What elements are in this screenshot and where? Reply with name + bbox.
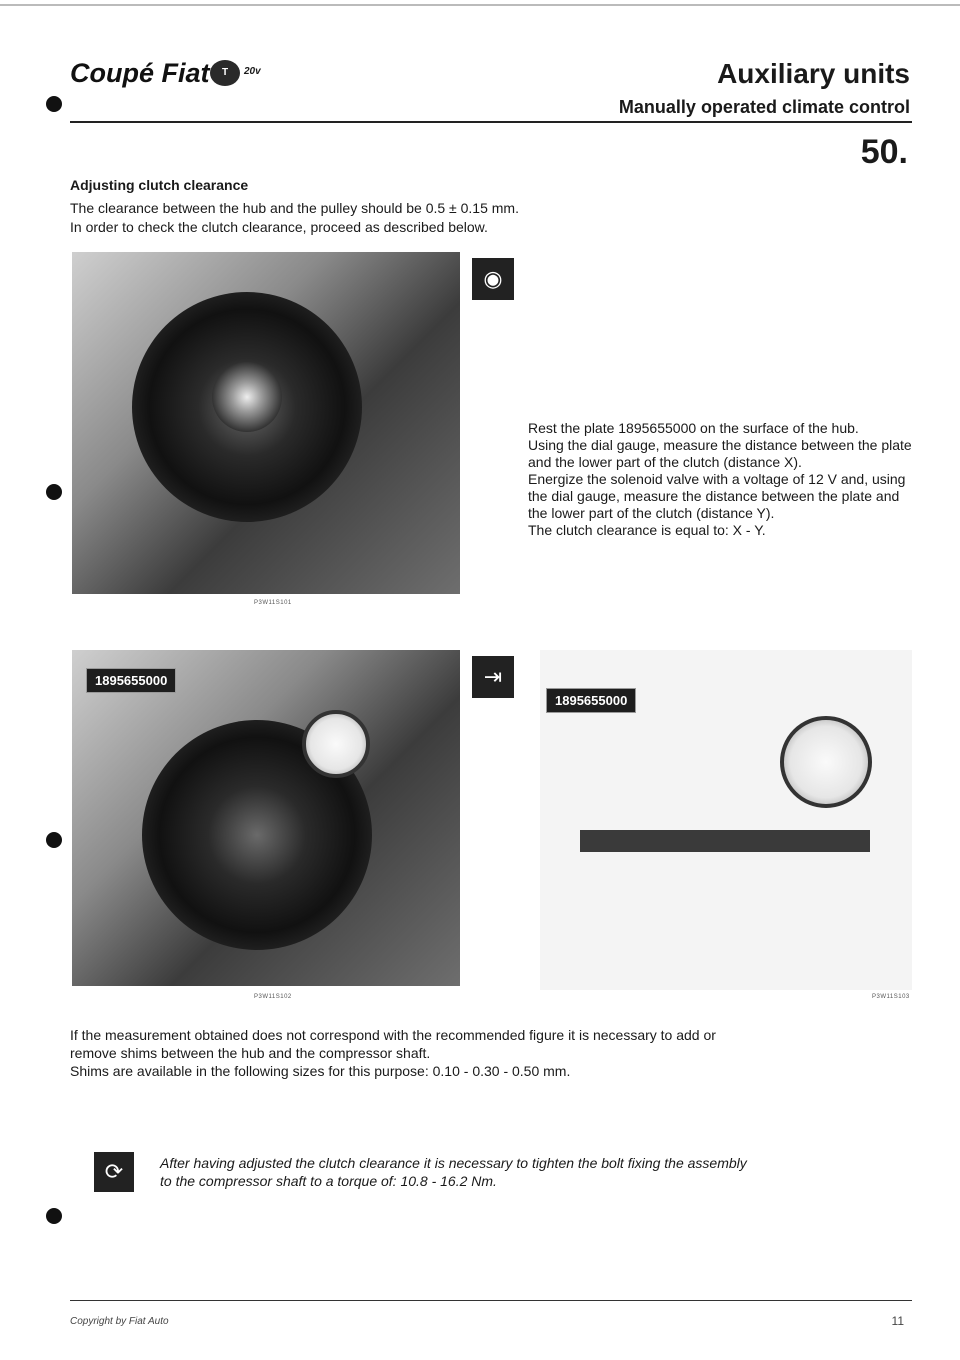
shim-paragraph <box>70 1026 930 1080</box>
photo-plate-dial <box>72 650 460 986</box>
intro-text <box>70 199 910 237</box>
paragraph-line: remove shims between the hub and the compressor shaft. <box>70 1045 431 1061</box>
brand-badge-icon: T <box>210 60 240 86</box>
figure-code: P3W11S101 <box>254 600 292 606</box>
paragraph-line: If the measurement obtained does not correspond with the recommended figure it is necessary to add or <box>70 1027 716 1043</box>
brand-suffix: 20v <box>244 66 261 77</box>
note-line: After having adjusted the clutch clearance it is necessary to tighten the bolt fixing the assembly <box>160 1155 747 1171</box>
plate <box>580 830 870 852</box>
tool-label: 1895655000 <box>546 688 636 713</box>
dial-gauge <box>780 716 872 808</box>
photo-compressor-top <box>72 252 460 594</box>
figure-code: P3W11S102 <box>254 994 292 1000</box>
note-line: to the compressor shaft to a torque of: 10.8 - 16.2 Nm. <box>160 1173 497 1189</box>
dial-gauge <box>302 710 370 778</box>
footer-page-number: 11 <box>891 1314 904 1328</box>
header-rule <box>70 121 912 123</box>
figure-code: P3W11S103 <box>872 994 910 1000</box>
hub <box>212 362 282 432</box>
step-text: The clutch clearance is equal to: X - Y. <box>528 522 766 538</box>
measure-icon: ⇥ <box>472 656 514 698</box>
top-edge-rule <box>0 4 960 6</box>
torque-note <box>160 1154 920 1190</box>
torque-icon: ⟳ <box>94 1152 134 1192</box>
page-number: 50. <box>860 133 908 171</box>
eye-icon: ◉ <box>472 258 514 300</box>
binder-hole <box>46 96 62 112</box>
intro-line: In order to check the clutch clearance, proceed as described below. <box>70 219 488 235</box>
binder-hole <box>46 1208 62 1224</box>
section-title: Auxiliary units <box>717 58 910 89</box>
section-subtitle: Manually operated climate control <box>618 97 910 117</box>
procedure-steps <box>528 420 918 539</box>
step-text: Energize the solenoid valve with a voltage of 12 V and, using the dial gauge, measure the distance between the plate and the lower part of the clutch (distance Y). <box>528 471 906 521</box>
tool-label: 1895655000 <box>86 668 176 693</box>
binder-hole <box>46 484 62 500</box>
step-text: Rest the plate 1895655000 on the surface of the hub. <box>528 420 859 436</box>
binder-hole <box>46 832 62 848</box>
step-text: Using the dial gauge, measure the distance between the plate and the lower part of the clutch (distance X). <box>528 437 912 470</box>
section-heading: Adjusting clutch clearance <box>70 177 249 193</box>
footer-rule <box>70 1300 912 1301</box>
paragraph-line: Shims are available in the following sizes for this purpose: 0.10 - 0.30 - 0.50 mm. <box>70 1063 571 1079</box>
intro-line: The clearance between the hub and the pulley should be 0.5 ± 0.15 mm. <box>70 200 519 216</box>
copyright: Copyright by Fiat Auto <box>70 1316 169 1327</box>
brand-name: Coupé Fiat <box>70 58 210 88</box>
